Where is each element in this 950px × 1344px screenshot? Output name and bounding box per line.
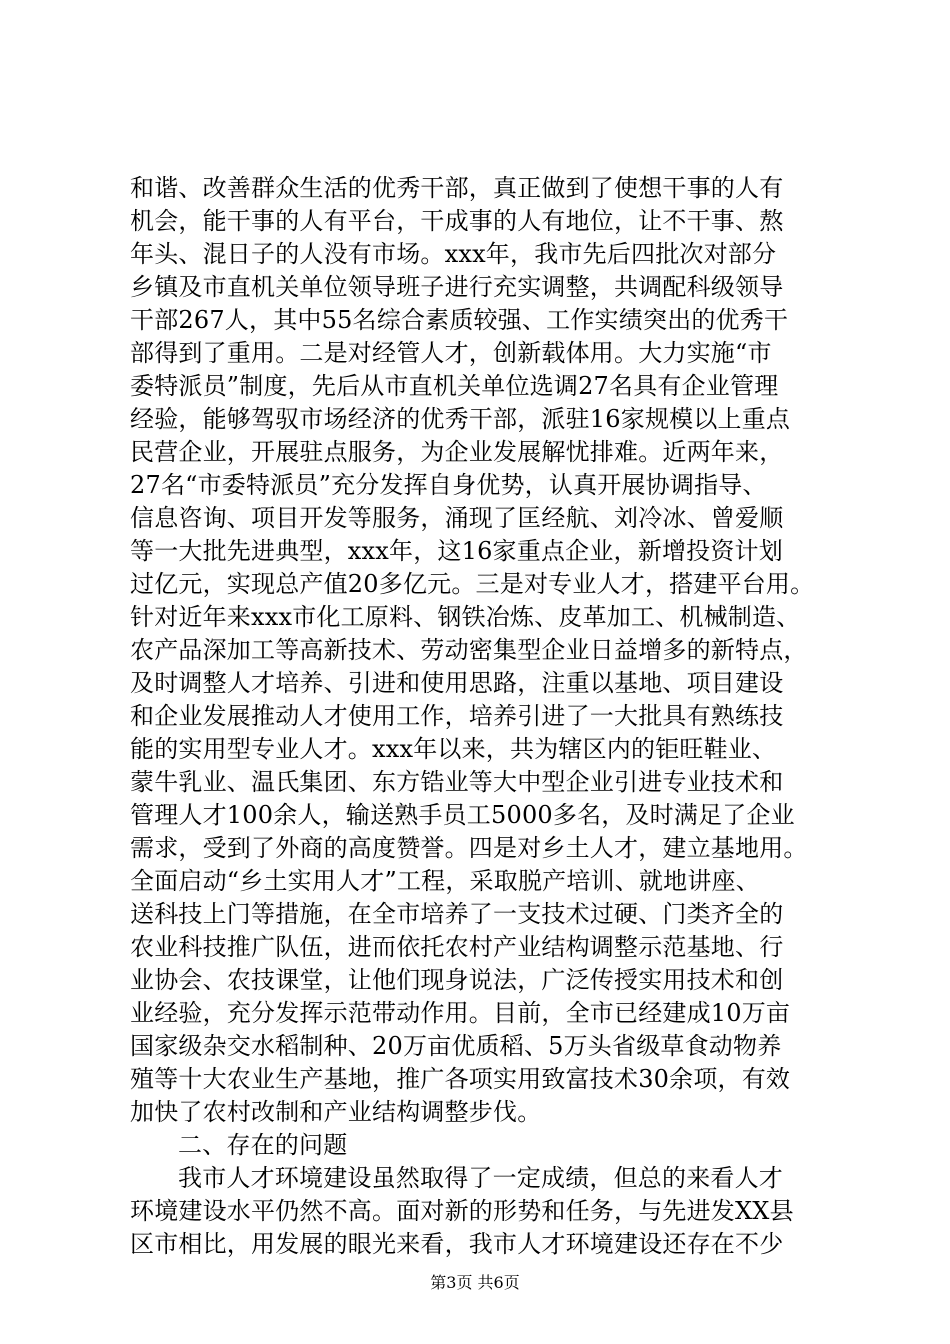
body-text-line: 能的实用型专业人才。xxx年以来，共为辖区内的钜旺鞋业、 [130,735,777,763]
body-text-line: 环境建设水平仍然不高。面对新的形势和任务，与先进发XX县 [130,1197,794,1225]
body-text-line: 和企业发展推动人才使用工作，培养引进了一大批具有熟练技 [130,702,784,730]
body-text-line: 经验，能够驾驭市场经济的优秀干部，派驻16家规模以上重点 [130,405,791,433]
page-number: 第3页 共6页 [430,1273,520,1292]
body-text-line: 需求，受到了外商的高度赞誉。四是对乡土人才，建立基地用。 [130,834,808,862]
body-text-line: 乡镇及市直机关单位领导班子进行充实调整，共调配科级领导 [130,273,784,301]
body-text-line: 国家级杂交水稻制种、20万亩优质稻、5万头省级草食动物养 [130,1032,782,1060]
body-text-line: 干部267人，其中55名综合素质较强、工作实绩突出的优秀干 [130,306,789,334]
section-heading: 二、存在的问题 [178,1131,348,1159]
body-text-line: 我市人才环境建设虽然取得了一定成绩，但总的来看人才 [178,1164,783,1192]
body-text-line: 全面启动“乡土实用人才”工程，采取脱产培训、就地讲座、 [130,867,760,895]
body-text-line: 机会，能干事的人有平台，干成事的人有地位，让不干事、熬 [130,207,784,235]
body-text-line: 及时调整人才培养、引进和使用思路，注重以基地、项目建设 [130,669,784,697]
body-text-line: 区市相比，用发展的眼光来看，我市人才环境建设还存在不少 [130,1230,784,1258]
body-text-line: 部得到了重用。二是对经管人才，创新载体用。大力实施“市 [130,339,772,367]
body-text-line: 过亿元，实现总产值20多亿元。三是对专业人才，搭建平台用。 [130,570,815,598]
body-text-line: 加快了农村改制和产业结构调整步伐。 [130,1098,542,1126]
body-text-line: 民营企业，开展驻点服务，为企业发展解忧排难。近两年来， [130,438,784,466]
body-text-line: 针对近年来xxx市化工原料、钢铁冶炼、皮革加工、机械制造、 [130,603,801,631]
body-text-line: 信息咨询、项目开发等服务，涌现了匡经航、刘冷冰、曾爱顺 [130,504,784,532]
body-text-line: 农产品深加工等高新技术、劳动密集型企业日益增多的新特点， [130,636,808,664]
body-text-line: 送科技上门等措施，在全市培养了一支技术过硬、门类齐全的 [130,900,784,928]
body-text-line: 蒙牛乳业、温氏集团、东方锆业等大中型企业引进专业技术和 [130,768,784,796]
body-text-line: 殖等十大农业生产基地，推广各项实用致富技术30余项，有效 [130,1065,791,1093]
body-text-line: 委特派员”制度，先后从市直机关单位选调27名具有企业管理 [130,372,779,400]
body-text-line: 农业科技推广队伍，进而依托农村产业结构调整示范基地、行 [130,933,784,961]
body-text-line: 业协会、农技课堂，让他们现身说法，广泛传授实用技术和创 [130,966,784,994]
body-text-line: 和谐、改善群众生活的优秀干部，真正做到了使想干事的人有 [130,174,784,202]
body-text-line: 年头、混日子的人没有市场。xxx年，我市先后四批次对部分 [130,240,777,268]
body-text-line: 管理人才100余人，输送熟手员工5000多名，及时满足了企业 [130,801,795,829]
body-text-line: 27名“市委特派员”充分发挥自身优势，认真开展协调指导、 [130,471,767,499]
body-text-line: 等一大批先进典型，xxx年，这16家重点企业，新增投资计划 [130,537,783,565]
body-text-line: 业经验，充分发挥示范带动作用。目前，全市已经建成10万亩 [130,999,791,1027]
